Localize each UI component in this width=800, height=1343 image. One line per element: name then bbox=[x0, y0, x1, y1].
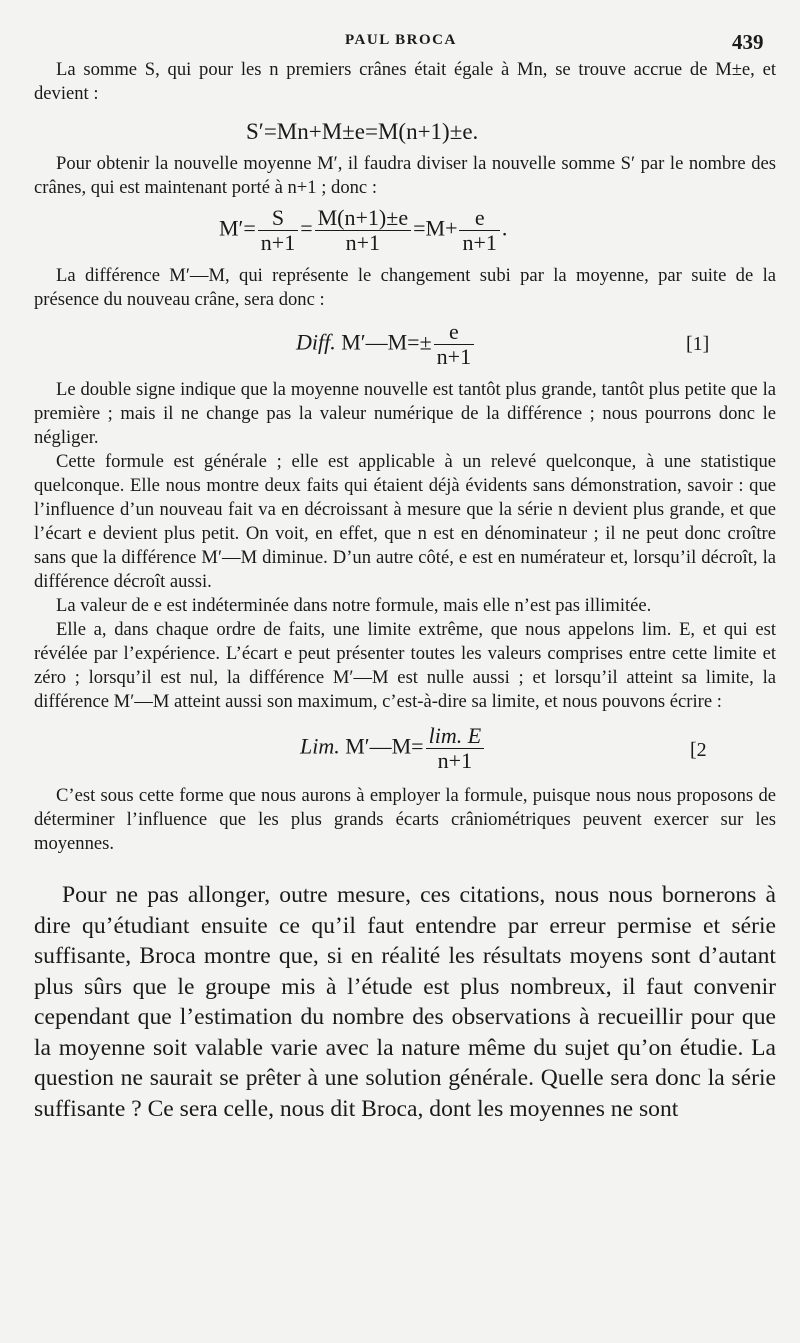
paragraph-8: C’est sous cette forme que nous aurons à employer la formule, puisque nous nous proposons de déterminer l’influence que les plus grands écarts crâniométriques peuvent exercer sur les moyennes. bbox=[34, 785, 776, 854]
equation-2-mid: =M+ bbox=[413, 215, 458, 241]
paragraph-7: Elle a, dans chaque ordre de faits, une limite extrême, que nous appelons lim. E, et qui est révélée par l’expérience. L’écart e peut présenter toutes les valeurs comprises entre cette limite et zéro ; lorsqu’il est nul, la différence M′—M est nulle aussi ; et lorsqu’il atteint sa limite, la différence M′—M atteint aussi son maximum, c’est-à-dire sa limite, et nous pouvons écrire : bbox=[34, 619, 776, 712]
paragraph-4: Le double signe indique que la moyenne nouvelle est tantôt plus grande, tantôt plus petite que la première ; mais il ne change pas la valeur numérique de la différence ; nous pourrons donc le négliger. bbox=[34, 379, 776, 448]
page-body bbox=[34, 58, 776, 1124]
paragraph-2: Pour obtenir la nouvelle moyenne M′, il faudra diviser la nouvelle somme S′ par le nombre des crânes, qui est maintenant porté à n+1 ; donc : bbox=[34, 153, 776, 198]
page-number: 439 bbox=[732, 30, 764, 54]
page-header bbox=[0, 26, 800, 56]
equation-4-lhs: M′—M= bbox=[339, 733, 424, 759]
equation-2-lhs: M′= bbox=[219, 215, 256, 241]
fraction-numerator: e bbox=[459, 206, 499, 231]
fraction-e-over-n-plus-1 bbox=[434, 320, 474, 369]
fraction-denominator: n+1 bbox=[436, 344, 472, 369]
equation-3-lhs: M′—M=± bbox=[335, 329, 432, 355]
equals-sign: = bbox=[300, 215, 313, 241]
equation-number-1: [1] bbox=[686, 333, 710, 355]
fraction-e-over-n-plus-1 bbox=[459, 206, 499, 255]
fraction-numerator: S bbox=[258, 206, 298, 231]
fraction-lim-e-over-n-plus-1 bbox=[426, 724, 485, 773]
fraction-numerator: M(n+1)±e bbox=[315, 206, 411, 231]
equation-2-end: . bbox=[501, 215, 508, 241]
fraction-denominator: n+1 bbox=[345, 230, 381, 255]
paragraph-9: Pour ne pas allonger, outre mesure, ces citations, nous nous bornerons à dire qu’étudiant ensuite ce qu’il faut entendre par erreur permise et série suffisante, Broca montre que, si en réalité les résultats moyens sont d’autant plus sûrs que le groupe mis à l’étude est plus nombreux, il faut convenir cependant que l’estimation du nombre des observations à recueillir pour que la moyenne soit valable varie avec la nature même du sujet qu’on étudie. La question ne saurait se prêter à une solution générale. Quelle sera donc la série suffisante ? Ce sera celle, nous dit Broca, dont les moyennes ne sont bbox=[34, 882, 776, 1122]
paragraph-1: La somme S, qui pour les n premiers crânes était égale à Mn, se trouve accrue de M±e, et devient : bbox=[34, 59, 776, 104]
equation-2 bbox=[34, 202, 776, 264]
author-commentary bbox=[34, 880, 776, 1124]
fraction-denominator: n+1 bbox=[437, 748, 473, 773]
paragraph-6: La valeur de e est indéterminée dans notre formule, mais elle n’est pas illimitée. bbox=[56, 595, 652, 616]
fraction-denominator: n+1 bbox=[260, 230, 296, 255]
running-head: PAUL BROCA bbox=[345, 32, 457, 48]
equation-4-label: Lim. bbox=[300, 733, 340, 759]
fraction-numerator: e bbox=[434, 320, 474, 345]
equation-3 bbox=[34, 312, 776, 378]
quoted-section bbox=[34, 58, 776, 856]
fraction-denominator: n+1 bbox=[462, 230, 497, 255]
paragraph-3: La différence M′—M, qui représente le changement subi par la moyenne, par suite de la présence du nouveau crâne, sera donc : bbox=[34, 265, 776, 310]
fraction-s-over-n-plus-1 bbox=[258, 206, 298, 255]
equation-number-2: [2 bbox=[690, 739, 707, 761]
paragraph-5: Cette formule est générale ; elle est applicable à un relevé quelconque, à une statistique quelconque. Elle nous montre deux faits qui étaient déjà évidents sans démonstration, savoir : que l’influence d’un nouveau fait va en décroissant à mesure que la série n devient plus grande, et que l’écart e devient plus petit. On voit, en effet, que n est en dénominateur ; il ne peut donc croître sans que la différence M′—M diminue. D’un autre côté, e est en numérateur et, lorsqu’il décroît, la différence décroît aussi. bbox=[34, 451, 776, 592]
equation-4 bbox=[34, 716, 776, 784]
equation-1-text: S′=Mn+M±e=M(n+1)±e. bbox=[246, 119, 479, 144]
fraction-numerator: lim. E bbox=[426, 724, 485, 749]
fraction-sum-over-n-plus-1 bbox=[315, 206, 411, 255]
equation-1 bbox=[34, 112, 776, 152]
equation-3-label: Diff. bbox=[296, 329, 336, 355]
